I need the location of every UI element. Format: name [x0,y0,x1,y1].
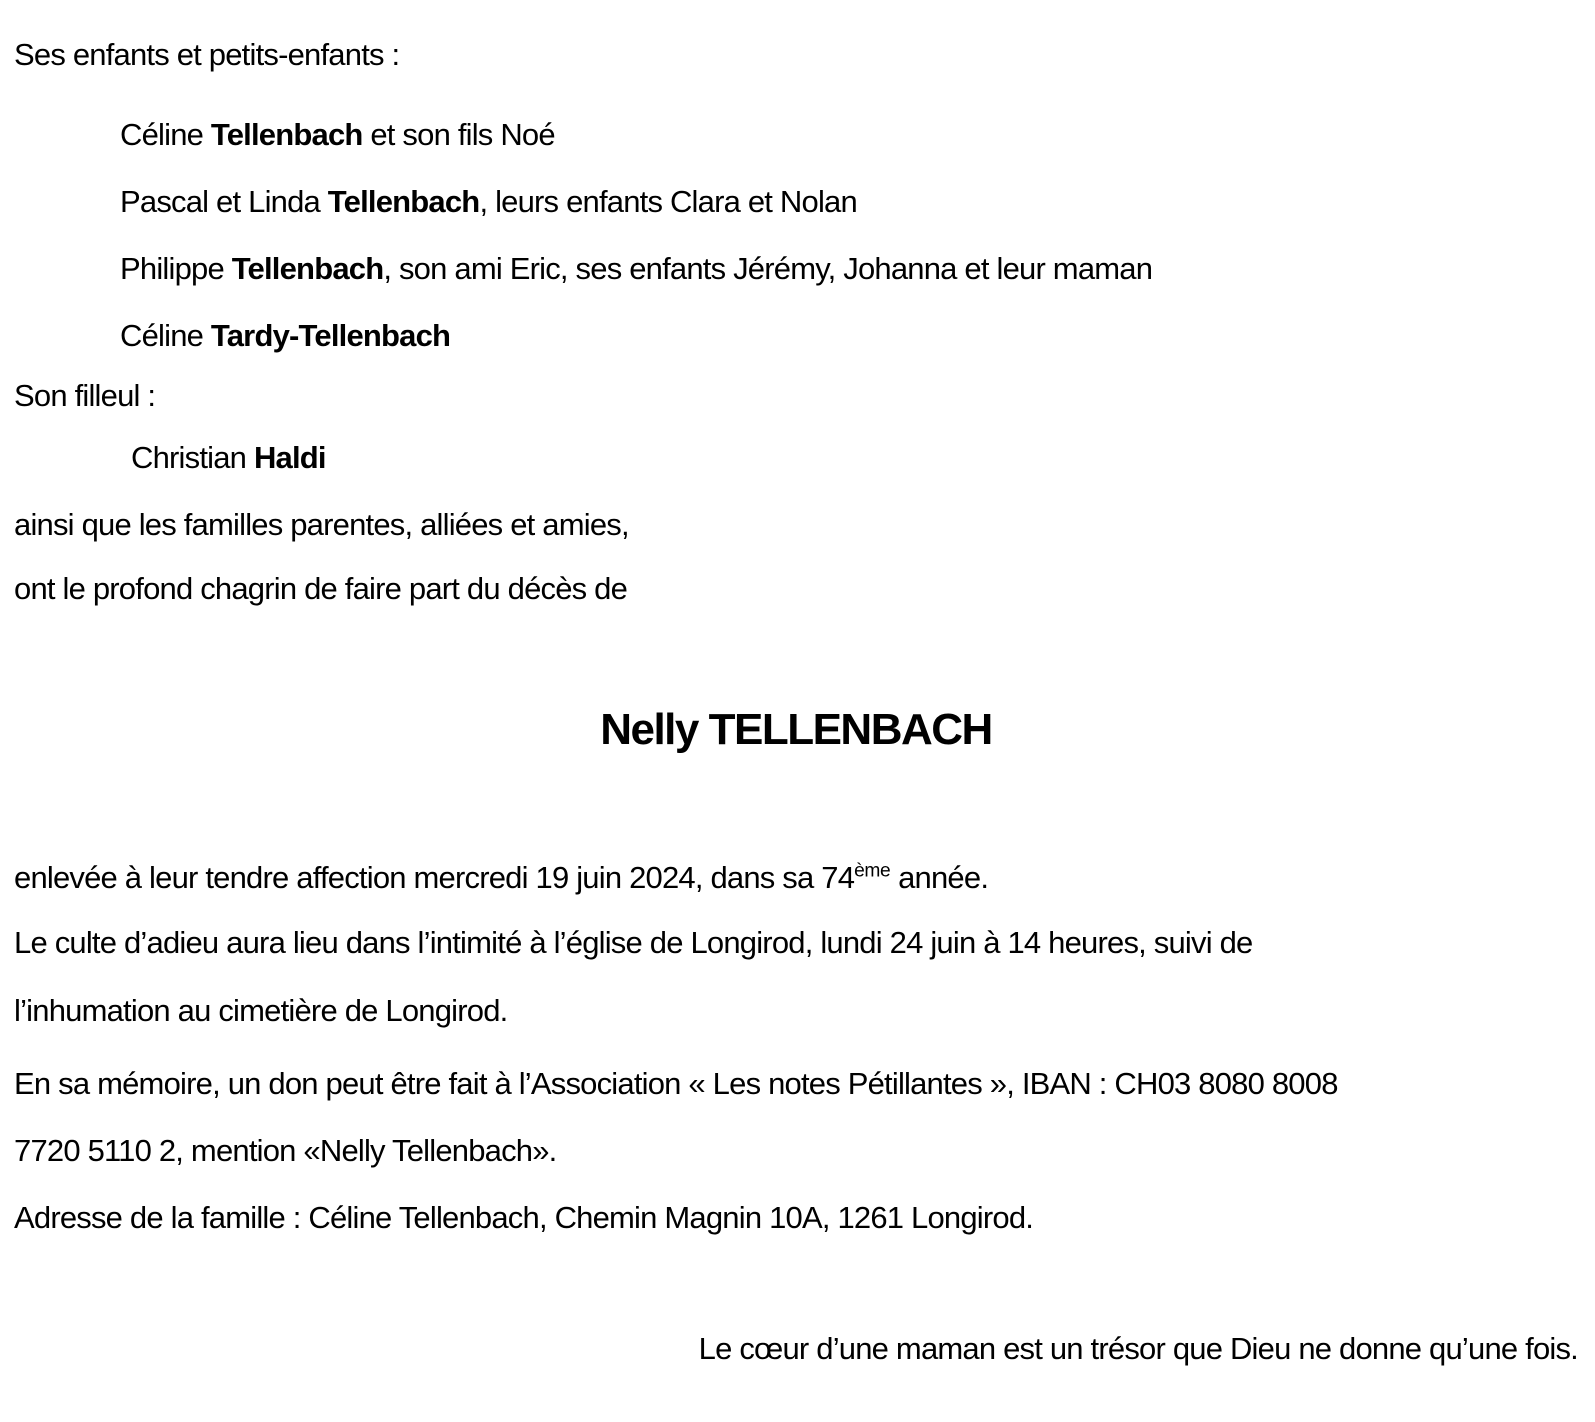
family-name-bold: Haldi [253,440,326,475]
ceremony-line-2: l’inhumation au cimetière de Longirod. [14,993,508,1028]
family-address-line: Adresse de la famille : Céline Tellenbach, Chemin Magnin 10A, 1261 Longirod. [14,1200,1034,1235]
ceremony-line-1: Le culte d’adieu aura lieu dans l’intimité à l’église de Longirod, lundi 24 juin à 14 heures, suivi de [14,925,1253,960]
child-line-celine [14,101,1578,168]
memorial-quote: Le cœur d’une maman est un trésor que Dieu ne donne qu’une fois. [698,1331,1578,1366]
child-line-pascal [14,168,1578,235]
ordinal-superscript: ème [854,860,891,882]
donation-line-1: En sa mémoire, un don peut être fait à l’Association « Les notes Pétillantes », IBAN : CH03 8080 8008 [14,1066,1338,1101]
donation-line-2: 7720 5110 2, mention «Nelly Tellenbach». [14,1133,557,1168]
families-line: ainsi que les familles parentes, alliées et amies, [14,507,629,542]
death-date-line-post: année. [890,860,989,895]
death-date-line [14,844,1578,911]
family-name-bold: Tardy-Tellenbach [210,318,451,353]
child-line-philippe-pre: Philippe [120,251,232,286]
deceased-name-title: Nelly TELLENBACH [600,705,992,754]
child-line-celine-post: et son fils Noé [362,117,555,152]
child-line-pascal-post: , leurs enfants Clara et Nolan [479,184,857,219]
child-line-celine-pre: Céline [120,117,211,152]
child-line-pascal-pre: Pascal et Linda [120,184,328,219]
child-line-celine-tardy [14,302,1578,369]
child-line-philippe-post: , son ami Eric, ses enfants Jérémy, Johanna et leur maman [383,251,1153,286]
child-line-philippe [14,235,1578,302]
intro-children-line: Ses enfants et petits-enfants : [14,37,400,72]
announcement-line: ont le profond chagrin de faire part du décès de [14,571,628,606]
godson-line [14,424,1578,491]
family-name-bold: Tellenbach [327,184,480,219]
family-name-bold: Tellenbach [210,117,363,152]
child-line-celine-tardy-pre: Céline [120,318,211,353]
family-name-bold: Tellenbach [231,251,384,286]
intro-godson-line: Son filleul : [14,378,156,413]
death-date-line-pre: enlevée à leur tendre affection mercredi 19 juin 2024, dans sa 74 [14,860,855,895]
godson-line-pre: Christian [131,440,254,475]
